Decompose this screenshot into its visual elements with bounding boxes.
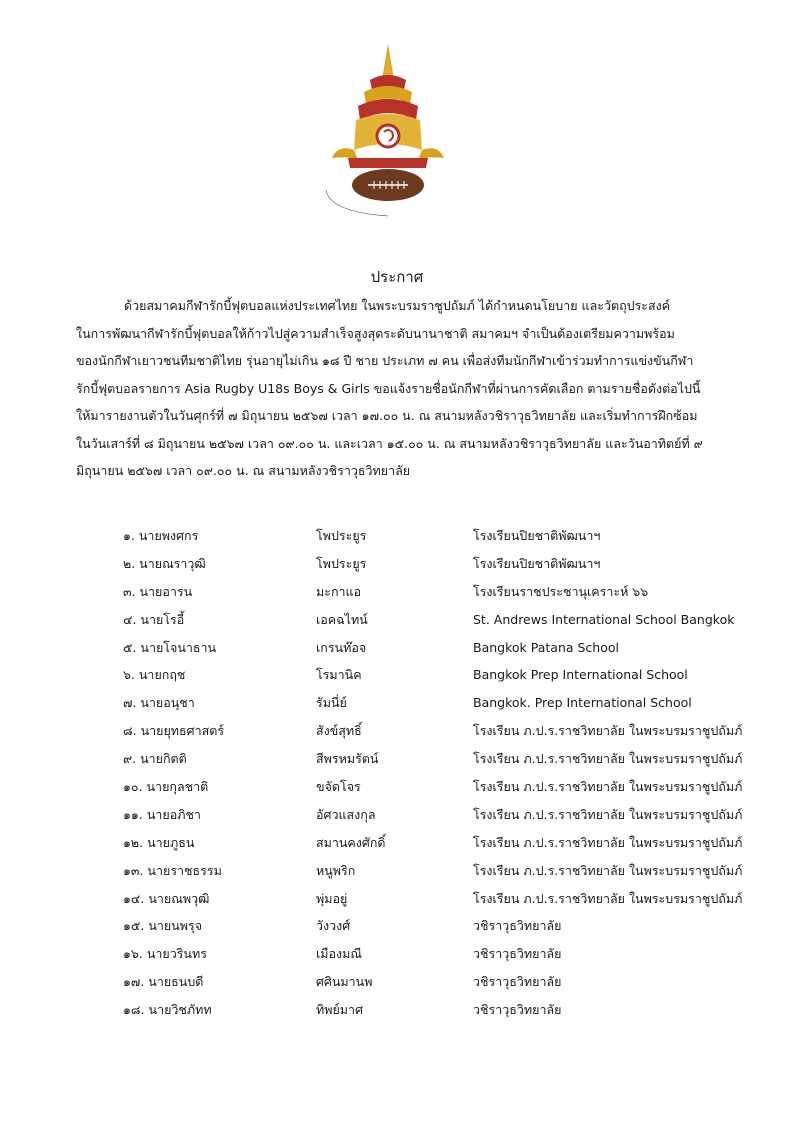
player-school: โรงเรียนปิยชาติพัฒนาฯ bbox=[473, 555, 601, 571]
announcement-body bbox=[76, 292, 722, 485]
body-line: ของนักกีฬาเยาวชนทีมชาติไทย รุ่นอายุไม่เกิน ๑๘ ปี ชาย ประเภท ๗ คน เพื่อส่งทีมนักกีฬาเข้าร่วมทำการแข่งขันกีฬา bbox=[76, 353, 694, 368]
player-name: ๑๖. นายวรินทร bbox=[123, 946, 207, 962]
player-school: วชิราวุธวิทยาลัย bbox=[473, 946, 562, 962]
player-name: ๑๕. นายนพรุจ bbox=[123, 918, 203, 934]
player-surname: โรมานิค bbox=[316, 667, 362, 683]
player-surname: เอคฉไทน์ bbox=[316, 611, 368, 627]
player-school: Bangkok Prep International School bbox=[473, 667, 688, 683]
player-row bbox=[123, 996, 763, 1024]
player-surname: สีพรหมรัตน์ bbox=[316, 751, 379, 767]
body-line: ในวันเสาร์ที่ ๘ มิถุนายน ๒๕๖๗ เวลา ๐๙.๐๐ น. และเวลา ๑๕.๐๐ น. ณ สนามหลังวชิราวุธวิทยาลัย และวันอาทิตย์ที่ ๙ bbox=[76, 435, 703, 451]
player-row bbox=[123, 857, 763, 885]
player-name: ๑๒. นายภูธน bbox=[123, 834, 195, 850]
association-logo bbox=[318, 40, 458, 230]
player-school: โรงเรียน ภ.ป.ร.ราชวิทยาลัย ในพระบรมราชูปถัมภ์ bbox=[473, 751, 743, 767]
player-school: โรงเรียน ภ.ป.ร.ราชวิทยาลัย ในพระบรมราชูปถัมภ์ bbox=[473, 834, 743, 850]
player-row bbox=[123, 550, 763, 578]
player-school: วชิราวุธวิทยาลัย bbox=[473, 1002, 562, 1018]
player-row bbox=[123, 661, 763, 689]
player-row bbox=[123, 606, 763, 634]
player-surname: สังข์สุทธิ์ bbox=[316, 723, 362, 739]
player-row bbox=[123, 717, 763, 745]
player-school: Bangkok Patana School bbox=[473, 639, 619, 655]
player-surname: หนูพริก bbox=[316, 862, 356, 878]
player-row bbox=[123, 689, 763, 717]
player-name: ๑๓. นายราชธรรม bbox=[123, 862, 222, 878]
player-row bbox=[123, 578, 763, 606]
player-school: St. Andrews International School Bangkok bbox=[473, 611, 735, 627]
player-school: โรงเรียน ภ.ป.ร.ราชวิทยาลัย ในพระบรมราชูปถัมภ์ bbox=[473, 862, 743, 878]
player-name: ๑. นายพงศกร bbox=[123, 528, 199, 543]
player-row bbox=[123, 912, 763, 940]
player-surname: รัมนี่ย์ bbox=[316, 695, 347, 711]
player-row bbox=[123, 940, 763, 968]
player-school: วชิราวุธวิทยาลัย bbox=[473, 918, 562, 934]
player-school: โรงเรียน ภ.ป.ร.ราชวิทยาลัย ในพระบรมราชูปถัมภ์ bbox=[473, 806, 743, 822]
player-name: ๑๘. นายวิชภัทท bbox=[123, 1002, 212, 1018]
player-school: วชิราวุธวิทยาลัย bbox=[473, 974, 562, 990]
player-name: ๖. นายกฤช bbox=[123, 667, 186, 683]
player-surname: โพประยูร bbox=[316, 528, 367, 543]
player-surname: สมานคงศักดิ์ bbox=[316, 834, 386, 850]
player-name: ๑๐. นายกุลชาติ bbox=[123, 779, 209, 795]
player-row bbox=[123, 885, 763, 913]
crest-emblem-icon bbox=[318, 40, 458, 230]
player-school: โรงเรียน ภ.ป.ร.ราชวิทยาลัย ในพระบรมราชูปถัมภ์ bbox=[473, 779, 743, 795]
player-surname: พุ่มอยู่ bbox=[316, 890, 348, 906]
player-name: ๑๑. นายอภิชา bbox=[123, 806, 201, 822]
player-row bbox=[123, 634, 763, 662]
body-line: ในการพัฒนากีฬารักบี้ฟุตบอลให้ก้าวไปสู่ความสำเร็จสูงสุดระดับนานาชาติ สมาคมฯ จำเป็นต้องเตรียมความพร้อม bbox=[76, 325, 675, 341]
player-surname: เมืองมณี bbox=[316, 946, 362, 962]
body-line: ด้วยสมาคมกีฬารักบี้ฟุตบอลแห่งประเทศไทย ในพระบรมราชูปถัมภ์ ได้กำหนดนโยบาย และวัตถุประสงค์ bbox=[124, 298, 671, 313]
player-surname: วังวงศ์ bbox=[316, 918, 351, 934]
player-row bbox=[123, 801, 763, 829]
player-school: โรงเรียน ภ.ป.ร.ราชวิทยาลัย ในพระบรมราชูปถัมภ์ bbox=[473, 890, 743, 906]
player-name: ๗. นายอนุชา bbox=[123, 695, 195, 711]
body-line: มิถุนายน ๒๕๖๗ เวลา ๐๙.๐๐ น. ณ สนามหลังวชิราวุธวิทยาลัย bbox=[76, 463, 411, 478]
player-name: ๑๔. นายณพวุฒิ bbox=[123, 890, 210, 906]
player-surname: ศศินมานพ bbox=[316, 974, 373, 990]
player-surname: ขจัดโจร bbox=[316, 779, 361, 795]
player-row bbox=[123, 745, 763, 773]
body-line: ให้มารายงานตัวในวันศุกร์ที่ ๗ มิถุนายน ๒๕๖๗ เวลา ๑๗.๐๐ น. ณ สนามหลังวชิราวุธวิทยาลัย และเริ่มทำการฝึกซ้อม bbox=[76, 408, 698, 423]
player-row bbox=[123, 829, 763, 857]
player-school: โรงเรียนปิยชาติพัฒนาฯ bbox=[473, 528, 601, 543]
player-name: ๕. นายโจนาธาน bbox=[123, 639, 217, 655]
player-surname: ทิพย์มาศ bbox=[316, 1002, 363, 1018]
player-school: โรงเรียนราชประชานุเคราะห์ ๖๖ bbox=[473, 583, 649, 599]
player-surname: โพประยูร bbox=[316, 555, 367, 571]
player-name: ๓. นายอารน bbox=[123, 583, 193, 599]
player-surname: มะกาแอ bbox=[316, 583, 362, 599]
player-school: Bangkok. Prep International School bbox=[473, 695, 692, 711]
player-name: ๔. นายโรอี้ bbox=[123, 611, 185, 627]
player-name: ๘. นายยุทธศาสตร์ bbox=[123, 723, 225, 739]
player-school: โรงเรียน ภ.ป.ร.ราชวิทยาลัย ในพระบรมราชูปถัมภ์ bbox=[473, 723, 743, 739]
player-name: ๒. นายณราวุฒิ bbox=[123, 555, 206, 571]
player-name: ๙. นายกิตติ bbox=[123, 751, 187, 767]
announcement-title: ประกาศ bbox=[370, 268, 424, 286]
player-name: ๑๗. นายธนบดี bbox=[123, 974, 204, 990]
player-surname: อัศวแสงกุล bbox=[316, 806, 376, 822]
player-roster bbox=[123, 522, 763, 1024]
body-line: รักบี้ฟุตบอลรายการ Asia Rugby U18s Boys & Girls ขอแจ้งรายชื่อนักกีฬาที่ผ่านการคัดเลือก ตามรายชื่อดังต่อไปนี้ bbox=[76, 380, 701, 396]
player-row bbox=[123, 522, 763, 550]
player-row bbox=[123, 773, 763, 801]
player-surname: เกรนท๊อจ bbox=[316, 639, 367, 655]
player-row bbox=[123, 968, 763, 996]
